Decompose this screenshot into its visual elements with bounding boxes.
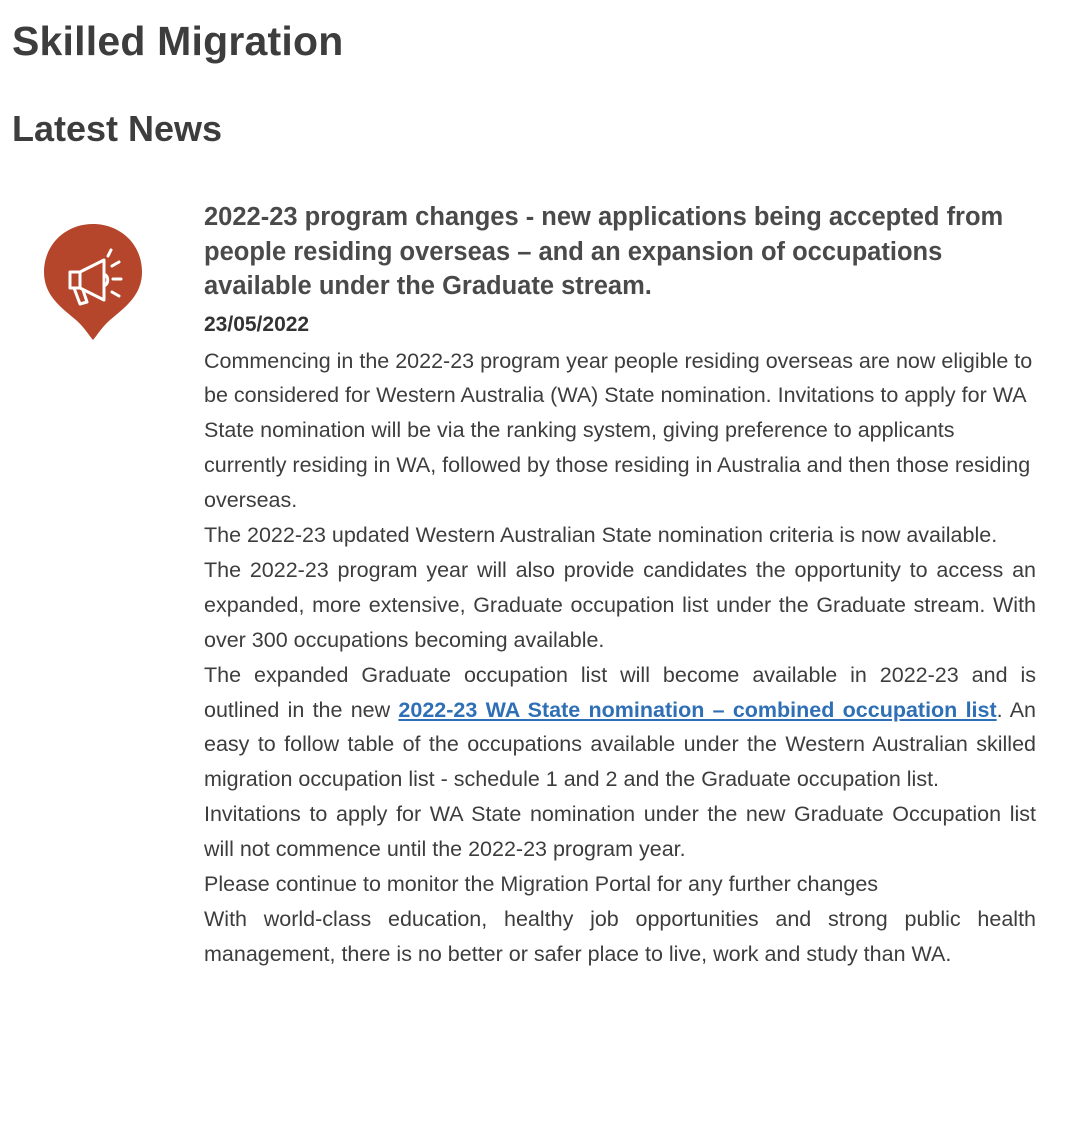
news-paragraph-text: The expanded Graduate occupation list will become available in 2022-23 and is outlined in the new xyxy=(204,662,1036,722)
news-paragraph: Invitations to apply for WA State nomination under the new Graduate Occupation list will not commence until the 2022-23 program year. xyxy=(204,802,1036,862)
news-paragraph-text: . An easy to follow table of the occupations available under the Western Australian skilled migration occupation list - schedule 1 and 2 and the Graduate occupation list. xyxy=(204,697,1036,792)
page-title: Skilled Migration xyxy=(12,18,344,64)
megaphone-icon xyxy=(42,222,144,342)
section-title-latest-news: Latest News xyxy=(12,108,223,149)
combined-occupation-list-link[interactable]: 2022-23 WA State nomination – combined occupation list xyxy=(398,697,997,722)
news-title: 2022-23 program changes - new applications being accepted from people residing overseas – and an expansion of occupations available under the Graduate stream. xyxy=(204,203,1004,300)
news-date: 23/05/2022 xyxy=(204,312,310,336)
news-paragraph: The 2022-23 updated Western Australian State nomination criteria is now available. xyxy=(204,523,998,548)
news-paragraph-with-link xyxy=(204,658,1036,798)
news-paragraph: Please continue to monitor the Migration Portal for any further changes xyxy=(204,872,879,897)
news-paragraph: Commencing in the 2022-23 program year people residing overseas are now eligible to be considered for Western Australia (WA) State nomination. Invitations to apply for WA State nomination will be via the ranking system, giving preference to applicants currently residing in WA, followed by those residing in Australia and then those residing overseas. xyxy=(204,348,1033,513)
news-article xyxy=(204,200,1036,972)
news-paragraph: The 2022-23 program year will also provide candidates the opportunity to access an expanded, more extensive, Graduate occupation list under the Graduate stream. With over 300 occupations becoming available. xyxy=(204,557,1036,652)
news-paragraph: With world-class education, healthy job opportunities and strong public health management, there is no better or safer place to live, work and study than WA. xyxy=(204,907,1036,966)
news-body xyxy=(204,344,1036,972)
